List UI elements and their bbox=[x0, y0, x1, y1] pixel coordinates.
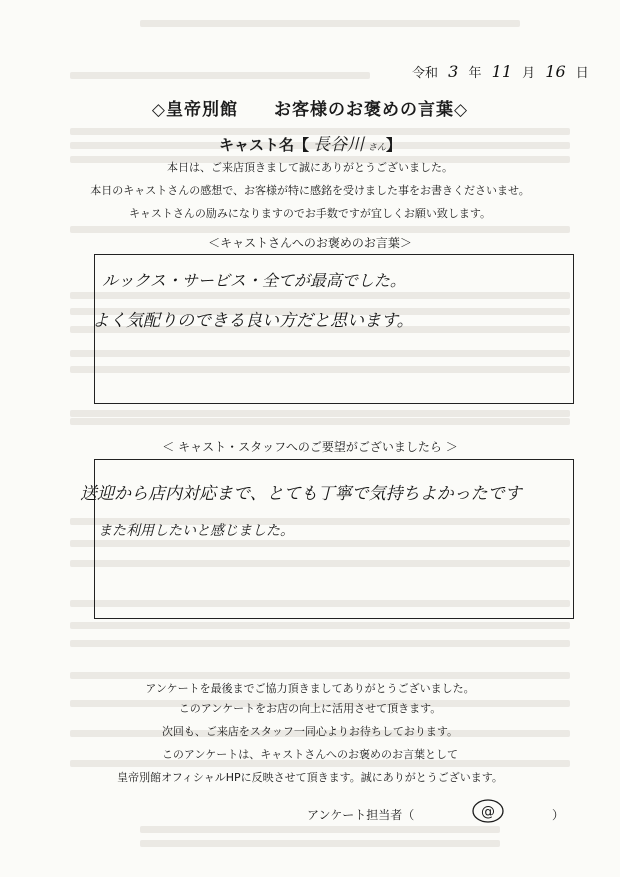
staff-label: アンケート担当者（ bbox=[307, 808, 415, 822]
request-line-2: また利用したいと感じました。 bbox=[98, 523, 294, 539]
day-unit: 日 bbox=[575, 66, 589, 81]
intro-line-2: 本日のキャストさんの感想で、お客様が特に感銘を受けました事をお書きくださいませ。 bbox=[90, 184, 530, 197]
staff-mark bbox=[471, 798, 505, 824]
praise-heading: ＜キャストさんへのお褒めのお言葉＞ bbox=[208, 236, 412, 250]
intro-line-1: 本日は、ご来店頂きまして誠にありがとうございました。 bbox=[167, 161, 453, 174]
svg-text:@: @ bbox=[481, 804, 495, 820]
cast-honorific: さん bbox=[367, 143, 386, 153]
footer-line-4: このアンケートは、キャストさんへのお褒めのお言葉として bbox=[161, 748, 459, 761]
cast-name-line bbox=[0, 130, 620, 155]
date-line bbox=[412, 62, 589, 81]
page-title: ◇皇帝別館 お客様のお褒めの言葉◇ bbox=[151, 100, 469, 120]
year-unit: 年 bbox=[468, 66, 482, 81]
intro-line-3: キャストさんの励みになりますのでお手数ですが宜しくお願い致します。 bbox=[128, 207, 492, 220]
praise-line-2: よく気配りのできる良い方だと思います。 bbox=[92, 311, 414, 331]
cast-name-prefix: キャスト名【 bbox=[218, 136, 309, 154]
footer-line-2: このアンケートをお店の向上に活用させて頂きます。 bbox=[178, 702, 442, 715]
day-value: 16 bbox=[545, 62, 566, 81]
month-value: 11 bbox=[491, 62, 512, 81]
footer-line-1: アンケートを最後までご協力頂きましてありがとうございました。 bbox=[145, 682, 475, 695]
cast-name: 長谷川 bbox=[312, 135, 364, 155]
footer-line-3: 次回も、ご来店をスタッフ一同心よりお待ちしております。 bbox=[161, 725, 459, 738]
staff-close: ） bbox=[552, 808, 565, 822]
era-label: 令和 bbox=[412, 66, 439, 81]
footer-line-5: 皇帝別館オフィシャルHPに反映させて頂きます。誠にありがとうございます。 bbox=[117, 771, 503, 784]
request-heading: ＜ キャスト・スタッフへのご要望がございましたら ＞ bbox=[162, 440, 458, 454]
year-value: 3 bbox=[448, 62, 459, 81]
month-unit: 月 bbox=[522, 66, 536, 81]
request-line-1: 送迎から店内対応まで、とても丁寧で気持ちよかったです bbox=[80, 484, 522, 504]
cast-name-suffix: 】 bbox=[386, 136, 402, 154]
praise-line-1: ルックス・サービス・全てが最高でした。 bbox=[102, 271, 406, 290]
